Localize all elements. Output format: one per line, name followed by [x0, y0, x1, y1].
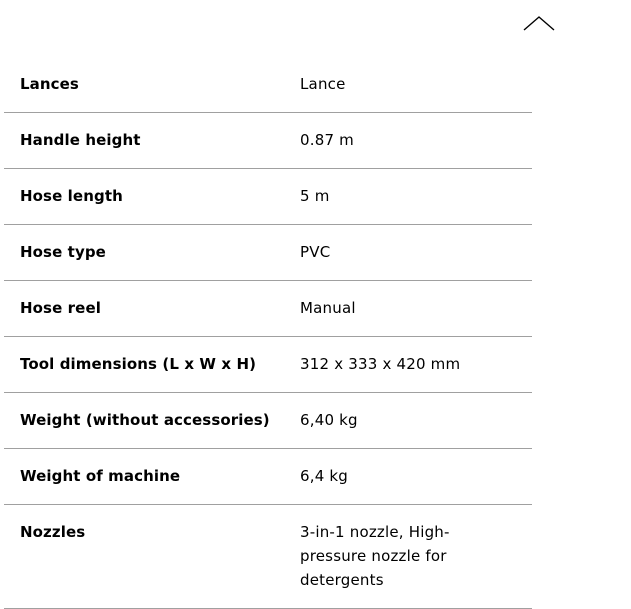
collapse-toggle-button[interactable]	[520, 12, 558, 34]
spec-row-handle-height	[4, 113, 532, 169]
spec-row-weight-of-machine	[4, 449, 532, 505]
spec-value: 6,40 kg	[300, 411, 358, 429]
spec-value: 5 m	[300, 187, 330, 205]
spec-row-hose-type	[4, 225, 532, 281]
spec-label: Tool dimensions (L x W x H)	[20, 355, 257, 373]
spec-row-hose-reel	[4, 281, 532, 337]
spec-value: PVC	[300, 243, 331, 261]
spec-label: Lances	[20, 75, 79, 93]
specifications-table	[4, 57, 532, 609]
spec-value: 312 x 333 x 420 mm	[300, 355, 461, 373]
spec-value: 0.87 m	[300, 131, 354, 149]
spec-row-nozzles	[4, 505, 532, 609]
spec-label: Weight (without accessories)	[20, 411, 270, 429]
spec-label: Handle height	[20, 131, 141, 149]
spec-label: Weight of machine	[20, 467, 181, 485]
spec-row-weight-without-accessories	[4, 393, 532, 449]
spec-value: Manual	[300, 299, 356, 317]
chevron-up-icon	[520, 12, 558, 34]
spec-label: Hose type	[20, 243, 106, 261]
spec-row-hose-length	[4, 169, 532, 225]
spec-value: 6,4 kg	[300, 467, 349, 485]
spec-label: Nozzles	[20, 523, 86, 541]
spec-value: Lance	[300, 75, 346, 93]
spec-label: Hose reel	[20, 299, 101, 317]
spec-row-lances	[4, 57, 532, 113]
spec-value: 3-in-1 nozzle, High-pressure nozzle for detergents	[300, 523, 450, 589]
spec-label: Hose length	[20, 187, 123, 205]
spec-row-tool-dimensions	[4, 337, 532, 393]
